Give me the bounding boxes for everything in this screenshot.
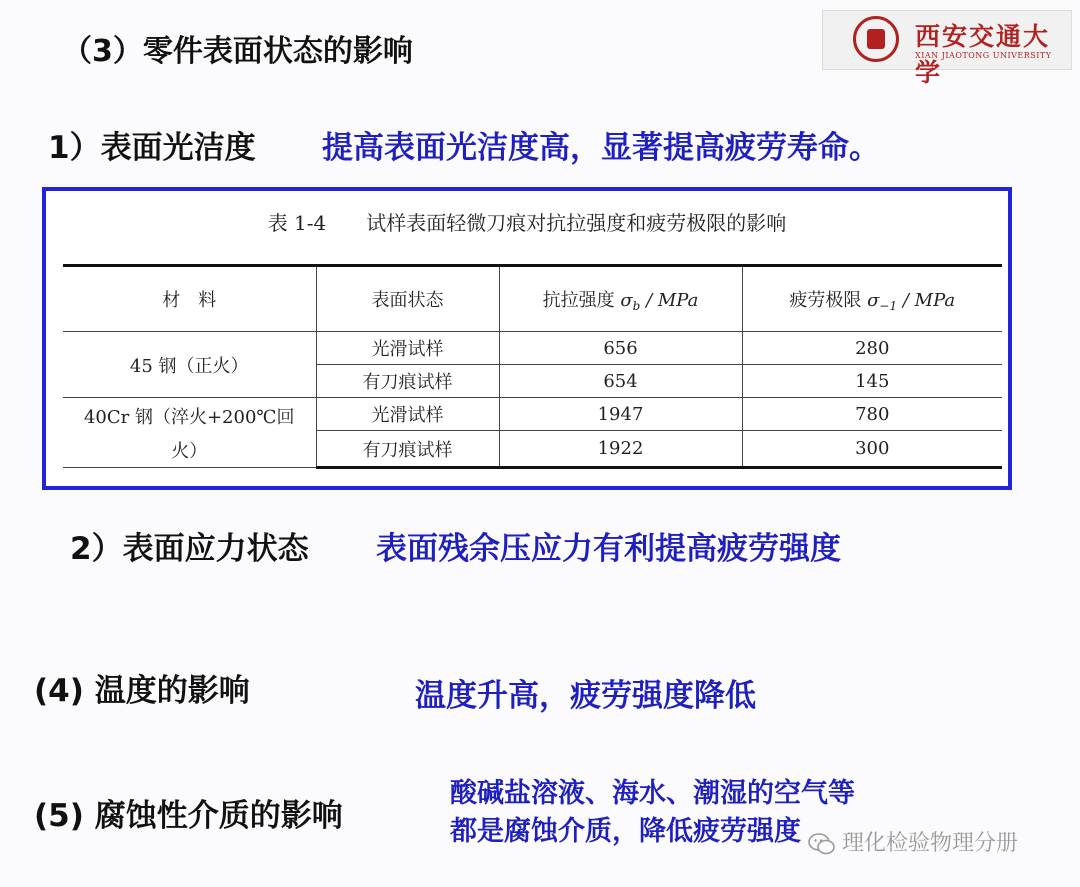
material-cell	[63, 398, 316, 468]
tensile-cell: 1947	[499, 398, 742, 431]
surface-cell: 有刀痕试样	[316, 431, 499, 468]
surface-cell: 有刀痕试样	[316, 365, 499, 398]
logo-name-en: XIAN JIAOTONG UNIVERSITY	[915, 51, 1052, 60]
material-cell: 45 钢（正火）	[63, 332, 316, 398]
subsection-1-label: 1）表面光洁度	[48, 130, 256, 166]
fatigue-cell: 280	[742, 332, 1002, 365]
tensile-cell: 1922	[499, 431, 742, 468]
table-row	[63, 398, 1002, 431]
tensile-cell: 656	[499, 332, 742, 365]
material-line-1: 40Cr 钢（淬火+200℃回	[83, 406, 295, 428]
logo-name-cn: 西安交通大学	[915, 22, 1051, 87]
watermark-text: 理化检验物理分册	[842, 831, 1019, 856]
wechat-icon	[808, 833, 836, 855]
subsection-1-text: 提高表面光洁度高，显著提高疲劳寿命。	[322, 130, 880, 166]
fatigue-cell: 145	[742, 365, 1002, 398]
header-material: 材 料	[63, 266, 316, 332]
seal-icon	[853, 16, 899, 62]
table-row	[63, 332, 1002, 365]
section-4-label: (4) 温度的影响	[34, 673, 250, 709]
university-logo	[822, 10, 1072, 87]
subsection-2-text: 表面残余压应力有利提高疲劳强度	[376, 531, 841, 567]
section-5-line-1: 酸碱盐溶液、海水、潮湿的空气等	[450, 778, 855, 809]
table-header-row	[63, 266, 1002, 332]
subsection-2-label: 2）表面应力状态	[70, 531, 309, 567]
data-table	[63, 264, 1002, 469]
section-3-title: （3）零件表面状态的影响	[62, 34, 413, 69]
header-tensile: 抗拉强度 $\sigma_b$ / MPa	[499, 266, 742, 332]
surface-cell: 光滑试样	[316, 332, 499, 365]
table-caption: 表 1-4 试样表面轻微刀痕对抗拉强度和疲劳极限的影响	[267, 211, 787, 235]
section-4-text: 温度升高，疲劳强度降低	[415, 678, 756, 714]
header-surface: 表面状态	[316, 266, 499, 332]
watermark	[808, 826, 1019, 856]
table-frame	[42, 187, 1012, 490]
header-fatigue: 疲劳极限 $\sigma_{-1}$ / MPa	[742, 266, 1002, 332]
tensile-cell: 654	[499, 365, 742, 398]
material-line-2: 火）	[171, 440, 208, 462]
fatigue-cell: 300	[742, 431, 1002, 468]
surface-cell: 光滑试样	[316, 398, 499, 431]
fatigue-cell: 780	[742, 398, 1002, 431]
section-5-line-2: 都是腐蚀介质，降低疲劳强度	[450, 816, 801, 847]
section-5-label: (5) 腐蚀性介质的影响	[34, 798, 343, 834]
